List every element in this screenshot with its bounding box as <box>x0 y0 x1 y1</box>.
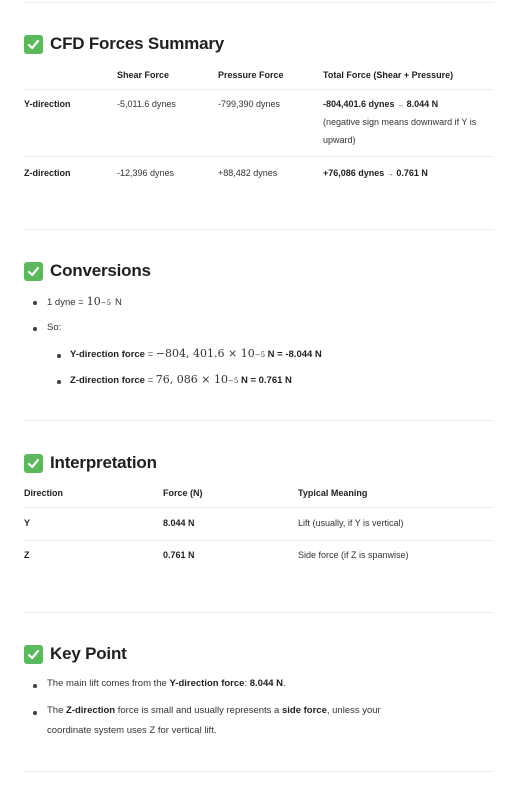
table-header-total: Total Force (Shear + Pressure) <box>323 70 454 80</box>
bullet-dot <box>57 354 61 358</box>
list-item: The Z-direction force is small and usually represents a side force , unless your <box>47 705 381 716</box>
section-heading-key-point <box>24 644 127 664</box>
total-note: (negative sign means downward if Y is upward) <box>323 117 477 145</box>
table-header-meaning: Typical Meaning <box>298 488 368 498</box>
force-value: 8.044 N <box>163 518 195 528</box>
divider <box>24 2 494 3</box>
arrow-icon: → <box>397 102 405 109</box>
shear-value: -12,396 dynes <box>117 168 175 178</box>
list-item: Y-direction force = −804, 401.6 × 10 −5 N = -8.044 N <box>70 347 322 360</box>
section-title: Key Point <box>50 644 127 663</box>
section-heading-conversions <box>24 261 151 281</box>
divider <box>24 771 494 772</box>
force-value: 0.761 N <box>163 550 195 560</box>
interpretation-table <box>24 488 494 578</box>
check-mark-icon <box>24 454 43 473</box>
divider <box>24 612 494 613</box>
pressure-value: -799,390 dynes <box>218 99 281 109</box>
check-mark-icon <box>24 262 43 281</box>
list-item-continuation: coordinate system uses Z for vertical lift. <box>47 725 217 736</box>
direction-value: Y <box>24 518 31 528</box>
section-heading-cfd <box>24 34 224 54</box>
bullet-dot <box>33 301 37 305</box>
list-item: The main lift comes from the Y-direction force : 8.044 N . <box>47 678 286 689</box>
table-header-pressure: Pressure Force <box>218 70 284 80</box>
check-mark-icon <box>24 645 43 664</box>
table-row-divider <box>24 156 494 157</box>
bullet-dot <box>57 380 61 384</box>
table-row-divider <box>24 540 494 541</box>
row-label: Y-direction <box>24 99 71 109</box>
table-header-force: Force (N) <box>163 488 203 498</box>
meaning-value: Lift (usually, if Y is vertical) <box>298 518 404 528</box>
divider <box>24 229 494 230</box>
section-heading-interpretation <box>24 453 157 473</box>
list-item: So: <box>47 322 62 333</box>
list-item: 1 dyne = 10 −5 N <box>47 295 122 308</box>
row-label: Z-direction <box>24 168 71 178</box>
table-row-divider <box>24 507 494 508</box>
total-value: -804,401.6 dynes → 8.044 N <box>323 99 439 109</box>
forces-table <box>24 70 494 190</box>
total-value: +76,086 dynes → 0.761 N <box>323 168 428 178</box>
shear-value: -5,011.6 dynes <box>117 99 176 109</box>
meaning-value: Side force (if Z is spanwise) <box>298 550 409 560</box>
bullet-dot <box>33 684 37 688</box>
table-row-divider <box>24 89 494 90</box>
section-title: Interpretation <box>50 453 157 472</box>
list-item: Z-direction force = 76, 086 × 10 −5 N = 0.761 N <box>70 373 292 386</box>
section-title: Conversions <box>50 261 151 280</box>
table-header-direction: Direction <box>24 488 64 498</box>
pressure-value: +88,482 dynes <box>218 168 278 178</box>
arrow-icon: → <box>386 171 394 178</box>
section-title: CFD Forces Summary <box>50 34 225 53</box>
bullet-dot <box>33 711 37 715</box>
check-mark-icon <box>24 35 43 54</box>
divider <box>24 420 494 421</box>
bullet-dot <box>33 327 37 331</box>
table-header-shear: Shear Force <box>117 70 170 80</box>
direction-value: Z <box>24 550 30 560</box>
